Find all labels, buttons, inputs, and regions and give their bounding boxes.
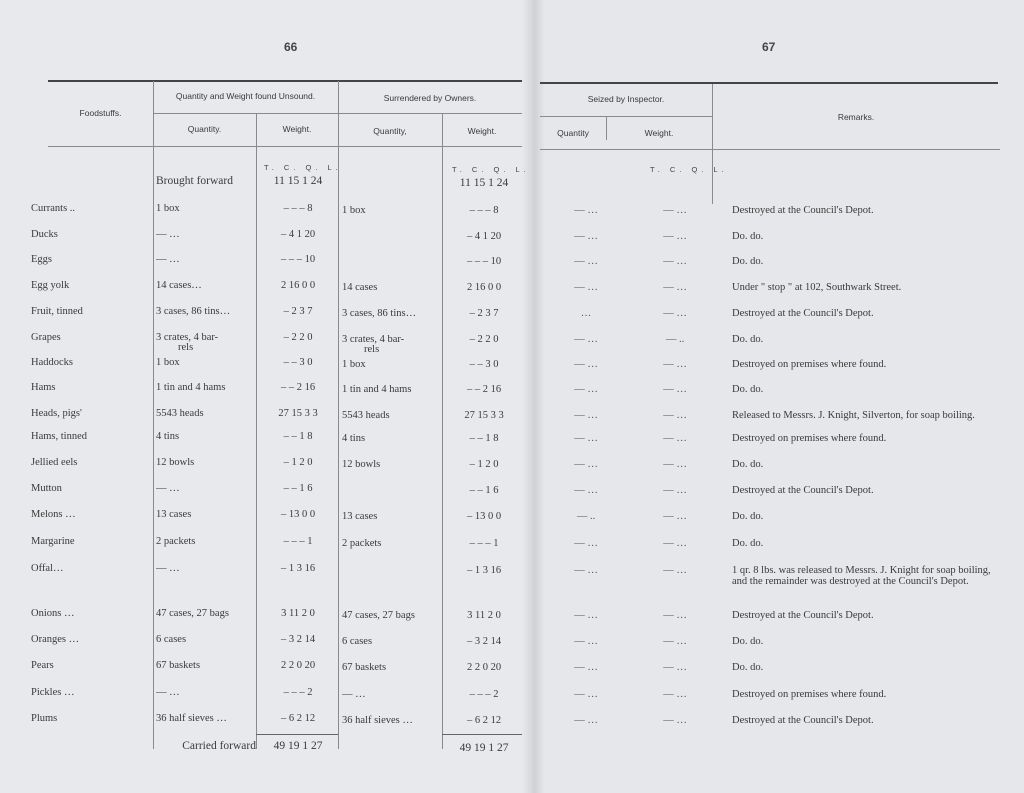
table-row-surr-quantity: 6 cases bbox=[342, 636, 373, 647]
table-row-seized-weight: — … bbox=[663, 205, 687, 216]
table-row-seized-weight: — … bbox=[663, 485, 687, 496]
table-row-surr-quantity: 1 box bbox=[342, 205, 366, 216]
table-row-weight: – 2 2 0 bbox=[283, 332, 313, 343]
table-row-surr-quantity: 1 tin and 4 hams bbox=[342, 384, 412, 395]
table-row-remarks: Do. do. bbox=[732, 384, 764, 395]
table-row-weight: – 13 0 0 bbox=[280, 509, 316, 520]
table-row-remarks: Destroyed at the Council's Depot. bbox=[732, 610, 874, 621]
table-row-quantity: — … bbox=[156, 254, 180, 265]
table-row-surr-quantity: 3 crates, 4 bar- bbox=[342, 334, 405, 345]
table-row-weight: – – – 2 bbox=[283, 687, 313, 698]
table-row-seized-quantity: — … bbox=[574, 205, 598, 216]
units-seized: T. C. Q. L. bbox=[650, 165, 728, 174]
table-row-weight: – 6 2 12 bbox=[280, 713, 316, 724]
units-found: T. C. Q. L. bbox=[264, 163, 342, 172]
table-row-quantity: 1 box bbox=[156, 357, 180, 368]
table-row-remarks: 1 qr. 8 lbs. was released to Messrs. J. Knight for soap boiling, and the remainder was destroyed at the Council's Depot. bbox=[732, 565, 991, 587]
table-row-seized-weight: — … bbox=[663, 538, 687, 549]
table-top-rule-left bbox=[48, 80, 522, 82]
carried-forward-label: Carried forward bbox=[182, 740, 256, 752]
header-seized-weight: Weight. bbox=[644, 128, 674, 138]
divider-food bbox=[153, 81, 154, 749]
table-row-surr-weight: – 6 2 12 bbox=[466, 715, 502, 726]
table-row-weight: – 1 3 16 bbox=[280, 563, 316, 574]
carried-rule-1 bbox=[256, 734, 338, 735]
subheader-rule-left bbox=[153, 113, 522, 114]
table-row-surr-weight: – – 1 8 bbox=[469, 433, 499, 444]
table-row-seized-weight: — … bbox=[663, 231, 687, 242]
table-row-seized-weight: — … bbox=[663, 610, 687, 621]
table-row-surr-weight: – – – 10 bbox=[466, 256, 502, 267]
table-row-food: Eggs bbox=[31, 254, 52, 265]
table-row-quantity: 67 baskets bbox=[156, 660, 201, 671]
table-row-seized-weight: — … bbox=[663, 565, 687, 576]
table-row-surr-quantity: 1 box bbox=[342, 359, 366, 370]
header-surr-quantity: Quantity, bbox=[373, 126, 407, 136]
table-row-seized-quantity: — … bbox=[574, 662, 598, 673]
table-row-surr-weight: – – – 1 bbox=[469, 538, 499, 549]
table-row-weight: 2 2 0 20 bbox=[280, 660, 316, 671]
table-row-seized-quantity: — … bbox=[574, 610, 598, 621]
table-row-remarks: Do. do. bbox=[732, 256, 764, 267]
table-row-surr-weight: – – 3 0 bbox=[469, 359, 499, 370]
table-row-surr-weight: 3 11 2 0 bbox=[467, 610, 501, 621]
table-top-rule-right bbox=[540, 82, 998, 84]
table-row-remarks: Do. do. bbox=[732, 334, 764, 345]
table-row-remarks: Under " stop " at 102, Southwark Street. bbox=[732, 282, 902, 293]
table-row-quantity: 36 half sieves … bbox=[156, 713, 227, 724]
table-row-food: Pickles … bbox=[31, 687, 75, 698]
table-row-remarks: Destroyed at the Council's Depot. bbox=[732, 308, 874, 319]
table-row-quantity: 6 cases bbox=[156, 634, 187, 645]
table-row-weight: – 4 1 20 bbox=[280, 229, 316, 240]
table-row-surr-weight: 2 16 0 0 bbox=[466, 282, 502, 293]
table-row-food: Ducks bbox=[31, 229, 58, 240]
table-row-remarks: Do. do. bbox=[732, 459, 764, 470]
table-row-surr-quantity: 4 tins bbox=[342, 433, 366, 444]
table-row-quantity: 3 cases, 86 tins… bbox=[156, 306, 231, 317]
book-gutter bbox=[522, 0, 544, 793]
header-found-unsound: Quantity and Weight found Unsound. bbox=[175, 91, 316, 101]
table-row-seized-weight: — … bbox=[663, 636, 687, 647]
table-row-quantity: 1 box bbox=[156, 203, 180, 214]
table-row-weight: – 2 3 7 bbox=[283, 306, 313, 317]
table-row-surr-quantity: 5543 heads bbox=[342, 410, 390, 421]
table-row-seized-weight: — … bbox=[663, 282, 687, 293]
table-row-surr-quantity: 67 baskets bbox=[342, 662, 387, 673]
brought-forward-surr-weight: 11 15 1 24 bbox=[459, 177, 509, 189]
carried-forward-weight: 49 19 1 27 bbox=[273, 740, 323, 752]
table-row-surr-quantity: 14 cases bbox=[342, 282, 378, 293]
table-row-seized-weight: — … bbox=[663, 308, 687, 319]
divider-surr-weight bbox=[442, 113, 443, 749]
table-row-seized-quantity: — … bbox=[574, 433, 598, 444]
header-found-weight: Weight. bbox=[282, 124, 312, 134]
table-row-quantity: — … bbox=[156, 687, 180, 698]
table-row-surr-weight: – 1 2 0 bbox=[469, 459, 499, 470]
subheader-rule-right bbox=[540, 116, 712, 117]
table-row-seized-quantity: — … bbox=[574, 256, 598, 267]
table-row-food: Melons … bbox=[31, 509, 76, 520]
brought-forward-label: Brought forward bbox=[156, 175, 233, 187]
table-row-surr-weight: – 13 0 0 bbox=[466, 511, 502, 522]
table-row-seized-quantity: … bbox=[580, 308, 592, 319]
table-row-remarks: Destroyed at the Council's Depot. bbox=[732, 715, 874, 726]
table-row-surr-quantity: 36 half sieves … bbox=[342, 715, 413, 726]
table-row-remarks: Destroyed on premises where found. bbox=[732, 359, 887, 370]
table-row-surr-quantity: — … bbox=[342, 689, 366, 700]
table-row-quantity: 4 tins bbox=[156, 431, 180, 442]
table-row-seized-quantity: — … bbox=[574, 410, 598, 421]
table-row-seized-quantity: — … bbox=[574, 282, 598, 293]
table-row-surr-quantity: 12 bowls bbox=[342, 459, 381, 470]
table-row-food: Fruit, tinned bbox=[31, 306, 83, 317]
table-row-weight: – – 1 6 bbox=[283, 483, 313, 494]
table-row-weight: – – – 8 bbox=[283, 203, 313, 214]
table-row-food: Onions … bbox=[31, 608, 75, 619]
table-row-seized-weight: — … bbox=[663, 662, 687, 673]
table-row-seized-weight: — … bbox=[663, 433, 687, 444]
table-row-food: Hams, tinned bbox=[31, 431, 87, 442]
table-row-remarks: Do. do. bbox=[732, 662, 764, 673]
table-row-seized-quantity: — … bbox=[574, 359, 598, 370]
table-row-seized-quantity: — … bbox=[574, 334, 598, 345]
units-surrendered: T. C. Q. L. bbox=[452, 165, 530, 174]
table-row-quantity: 1 tin and 4 hams bbox=[156, 382, 226, 393]
table-row-quantity: — … bbox=[156, 483, 180, 494]
divider-found bbox=[338, 81, 339, 749]
header-seized-quantity: Quantity bbox=[557, 128, 589, 138]
table-row-seized-quantity: — … bbox=[574, 565, 598, 576]
table-row-food: Egg yolk bbox=[31, 280, 70, 291]
table-row-weight: – – 2 16 bbox=[280, 382, 316, 393]
table-row-quantity-cont: rels bbox=[178, 342, 194, 353]
divider-seized bbox=[712, 84, 713, 204]
table-row-seized-quantity: — … bbox=[574, 459, 598, 470]
table-row-remarks: Do. do. bbox=[732, 636, 764, 647]
header-seized: Seized by Inspector. bbox=[587, 94, 665, 104]
table-row-quantity: 12 bowls bbox=[156, 457, 195, 468]
table-row-weight: 2 16 0 0 bbox=[280, 280, 316, 291]
table-row-remarks: Destroyed at the Council's Depot. bbox=[732, 205, 874, 216]
table-row-quantity: — … bbox=[156, 229, 180, 240]
table-row-food: Hams bbox=[31, 382, 56, 393]
table-row-weight: – 3 2 14 bbox=[280, 634, 316, 645]
brought-forward-weight: 11 15 1 24 bbox=[273, 175, 323, 187]
table-row-surr-weight: – – – 2 bbox=[469, 689, 499, 700]
table-row-weight: – – 1 8 bbox=[283, 431, 313, 442]
table-row-remarks: Destroyed on premises where found. bbox=[732, 689, 887, 700]
table-row-food: Currants .. bbox=[31, 203, 76, 214]
table-row-surr-quantity: 47 cases, 27 bags bbox=[342, 610, 415, 621]
left-page-number: 66 bbox=[284, 40, 298, 54]
table-row-seized-weight: — … bbox=[663, 256, 687, 267]
carried-rule-2 bbox=[442, 734, 522, 735]
table-row-food: Heads, pigs' bbox=[31, 408, 82, 419]
header-bottom-rule-left bbox=[48, 146, 522, 147]
table-row-surr-quantity-cont: rels bbox=[364, 344, 380, 355]
table-row-seized-quantity: — … bbox=[574, 485, 598, 496]
table-row-remarks: Do. do. bbox=[732, 231, 764, 242]
table-row-seized-weight: — … bbox=[663, 511, 687, 522]
table-row-surr-quantity: 2 packets bbox=[342, 538, 382, 549]
carried-forward-surr-weight: 49 19 1 27 bbox=[459, 742, 509, 754]
table-row-seized-quantity: — … bbox=[574, 689, 598, 700]
table-row-remarks: Destroyed on premises where found. bbox=[732, 433, 887, 444]
table-row-food: Mutton bbox=[31, 483, 62, 494]
table-row-food: Margarine bbox=[31, 536, 75, 547]
table-row-quantity: 3 crates, 4 bar- bbox=[156, 332, 219, 343]
header-found-quantity: Quantity. bbox=[187, 124, 222, 134]
table-row-surr-weight: 2 2 0 20 bbox=[466, 662, 502, 673]
table-row-seized-weight: — … bbox=[663, 459, 687, 470]
table-row-food: Jellied eels bbox=[31, 457, 78, 468]
table-row-seized-weight: — … bbox=[663, 359, 687, 370]
table-row-surr-weight: – – 1 6 bbox=[469, 485, 499, 496]
table-row-remarks: Released to Messrs. J. Knight, Silverton, for soap boiling. bbox=[732, 410, 975, 421]
table-row-seized-weight: — .. bbox=[665, 334, 685, 345]
table-row-quantity: 2 packets bbox=[156, 536, 196, 547]
table-row-quantity: 14 cases… bbox=[156, 280, 202, 291]
table-row-seized-weight: — … bbox=[663, 410, 687, 421]
table-row-seized-quantity: — … bbox=[574, 715, 598, 726]
table-row-weight: 3 11 2 0 bbox=[281, 608, 315, 619]
table-row-surr-weight: – 3 2 14 bbox=[466, 636, 502, 647]
table-row-weight: 27 15 3 3 bbox=[278, 408, 318, 419]
table-row-surr-weight: – 2 3 7 bbox=[469, 308, 499, 319]
table-row-food: Oranges … bbox=[31, 634, 80, 645]
table-row-surr-weight: – 2 2 0 bbox=[469, 334, 499, 345]
table-row-remarks: Destroyed at the Council's Depot. bbox=[732, 485, 874, 496]
table-row-food: Haddocks bbox=[31, 357, 73, 368]
table-row-seized-quantity: — … bbox=[574, 636, 598, 647]
header-foodstuffs: Foodstuffs. bbox=[79, 108, 122, 118]
table-row-food: Plums bbox=[31, 713, 58, 724]
table-row-weight: – 1 2 0 bbox=[283, 457, 313, 468]
table-row-seized-quantity: — … bbox=[574, 384, 598, 395]
right-page-number: 67 bbox=[762, 40, 776, 54]
table-row-weight: – – – 10 bbox=[280, 254, 316, 265]
table-row-remarks: Do. do. bbox=[732, 511, 764, 522]
table-row-seized-quantity: — … bbox=[574, 538, 598, 549]
table-row-food: Grapes bbox=[31, 332, 61, 343]
table-row-quantity: 13 cases bbox=[156, 509, 192, 520]
table-row-seized-quantity: — … bbox=[574, 231, 598, 242]
table-row-quantity: 47 cases, 27 bags bbox=[156, 608, 229, 619]
table-row-seized-weight: — … bbox=[663, 715, 687, 726]
table-row-seized-weight: — … bbox=[663, 384, 687, 395]
table-row-surr-quantity: 13 cases bbox=[342, 511, 378, 522]
header-surr-weight: Weight. bbox=[467, 126, 497, 136]
table-row-food: Offal… bbox=[31, 563, 64, 574]
table-row-surr-weight: 27 15 3 3 bbox=[464, 410, 504, 421]
table-row-quantity: 5543 heads bbox=[156, 408, 204, 419]
table-row-seized-weight: — … bbox=[663, 689, 687, 700]
table-row-surr-weight: – 1 3 16 bbox=[466, 565, 502, 576]
table-row-seized-quantity: — .. bbox=[576, 511, 596, 522]
table-row-surr-weight: – – 2 16 bbox=[466, 384, 502, 395]
table-row-food: Pears bbox=[31, 660, 54, 671]
header-surrendered: Surrendered by Owners. bbox=[383, 93, 477, 103]
divider-found-weight bbox=[256, 113, 257, 749]
header-remarks: Remarks. bbox=[837, 112, 875, 122]
table-row-remarks: Do. do. bbox=[732, 538, 764, 549]
table-row-weight: – – 3 0 bbox=[283, 357, 313, 368]
table-row-quantity: — … bbox=[156, 563, 180, 574]
table-row-surr-quantity: 3 cases, 86 tins… bbox=[342, 308, 417, 319]
header-bottom-rule-right bbox=[540, 149, 1000, 150]
table-row-weight: – – – 1 bbox=[283, 536, 313, 547]
table-row-surr-weight: – – – 8 bbox=[469, 205, 499, 216]
table-row-surr-weight: – 4 1 20 bbox=[466, 231, 502, 242]
